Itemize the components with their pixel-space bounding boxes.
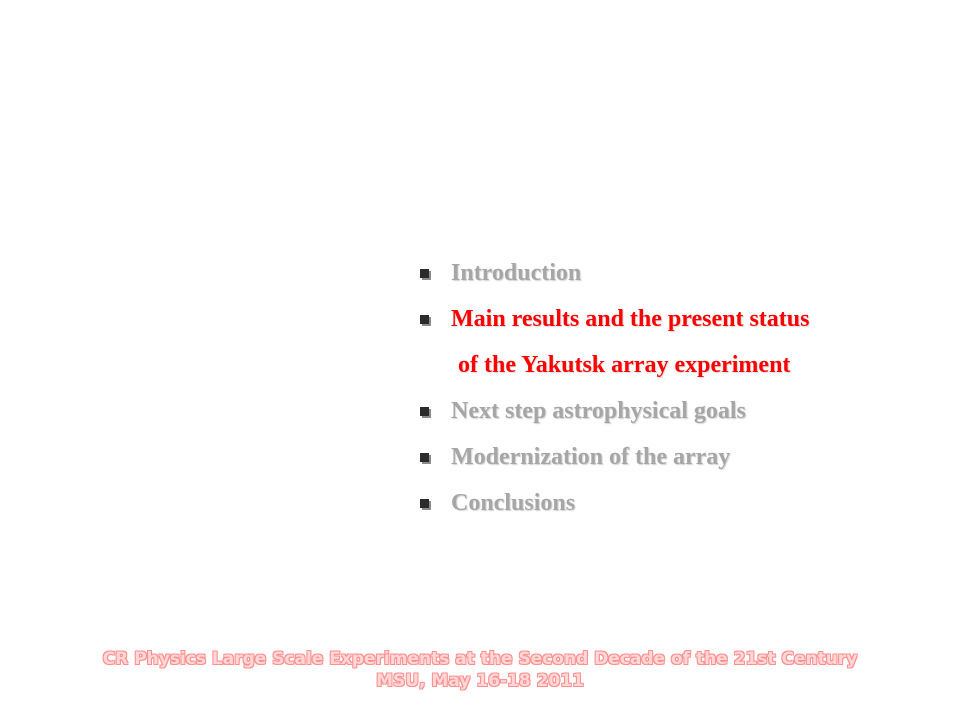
agenda-list [414, 250, 944, 526]
square-bullet-icon [420, 269, 429, 278]
square-bullet-icon [420, 315, 429, 324]
agenda-item-label: Introduction [451, 259, 582, 286]
agenda-item-label: of the Yakutsk array experiment [458, 351, 791, 378]
agenda-item-label: Main results and the present status [451, 305, 810, 332]
slide-footer [0, 648, 960, 692]
footer-conference-title: CR Physics Large Scale Experiments at the Second Decade of the 21st Century [102, 649, 858, 669]
agenda-item-next-step-goals [414, 388, 944, 434]
agenda-item-label: Conclusions [451, 489, 576, 516]
agenda-item-main-results-continuation [414, 342, 944, 388]
agenda-item-label: Next step astrophysical goals [451, 397, 746, 424]
agenda-item-label: Modernization of the array [451, 443, 731, 470]
square-bullet-icon [420, 499, 429, 508]
square-bullet-icon [420, 453, 429, 462]
agenda-item-main-results [414, 296, 944, 342]
agenda-item-conclusions [414, 480, 944, 526]
agenda-item-introduction [414, 250, 944, 296]
square-bullet-icon [420, 407, 429, 416]
agenda-item-modernization [414, 434, 944, 480]
footer-venue-date: MSU, May 16-18 2011 [376, 671, 584, 691]
